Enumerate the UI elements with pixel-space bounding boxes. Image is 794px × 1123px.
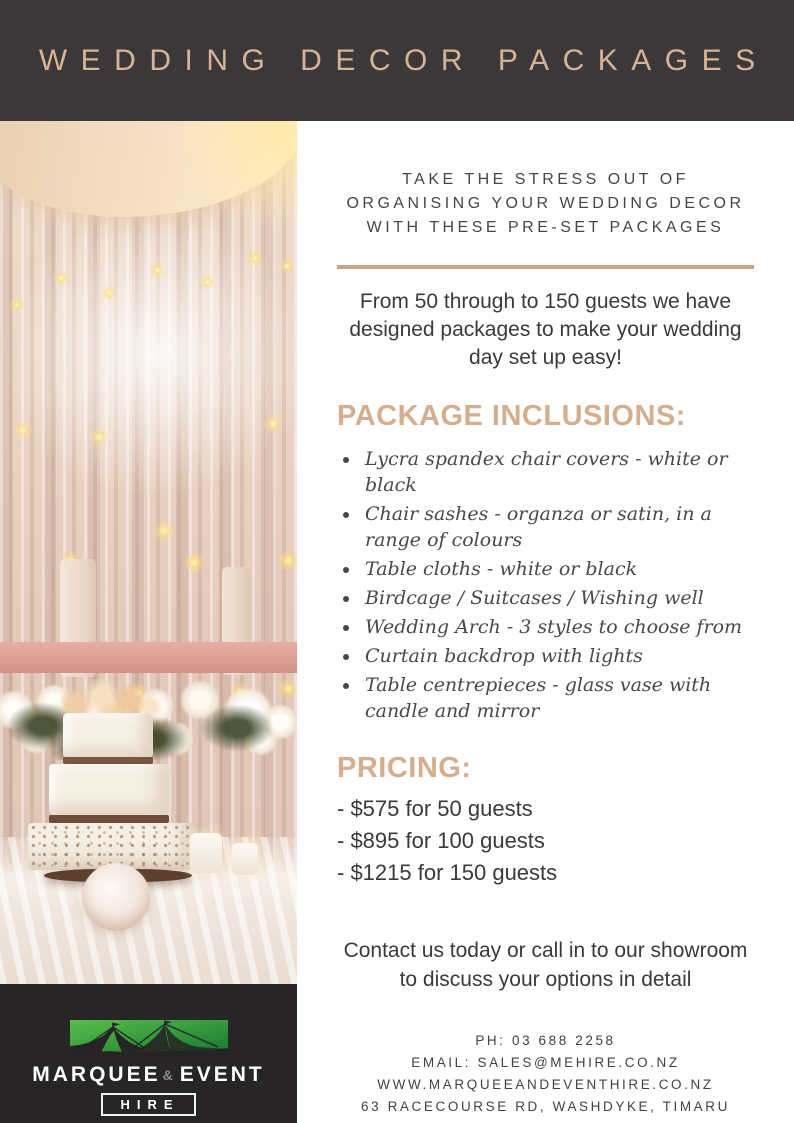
contact-cta: Contact us today or call in to our showroom to discuss your options in detail [343, 939, 748, 991]
list-item: • Table cloths - white or black [361, 556, 754, 582]
list-item: • Curtain backdrop with lights [361, 643, 754, 669]
phone-line: PH: 03 688 2258 [475, 1033, 616, 1048]
list-item: • Lycra spandex chair covers - white or black [361, 446, 754, 498]
price-line: - $895 for 100 guests [337, 828, 545, 853]
corner-glow [177, 121, 297, 231]
lead-paragraph: From 50 through to 150 guests we have designed packages to make your wedding day set up easy! [349, 290, 742, 369]
address-line: 63 RACECOURSE RD, WASHDYKE, TIMARU [361, 1099, 730, 1114]
list-item: • Table centrepieces - glass vase with candle and mirror [361, 672, 754, 724]
website-line: WWW.MARQUEEANDEVENTHIRE.CO.NZ [377, 1077, 714, 1092]
price-line: - $1215 for 150 guests [337, 860, 558, 885]
inclusions-heading: PACKAGE INCLUSIONS: [337, 400, 686, 432]
tulle-rosette [82, 863, 150, 931]
cake-ribbon [49, 815, 169, 823]
cake-top-tier [63, 713, 153, 757]
email-line: EMAIL: SALES@MEHIRE.CO.NZ [411, 1055, 680, 1070]
logo-word-event: EVENT [179, 1063, 265, 1086]
divider-line [337, 265, 754, 269]
inclusions-list [337, 446, 754, 724]
tagline: TAKE THE STRESS OUT OF ORGANISING YOUR WEDDING DECOR WITH THESE PRE-SET PACKAGES [346, 171, 745, 236]
logo-word-marquee: MARQUEE [32, 1063, 161, 1086]
flyer-body [297, 121, 794, 1123]
page-title: WEDDING DECOR PACKAGES [38, 43, 769, 77]
logo-word-hire: HIRE [101, 1093, 195, 1116]
pricing-heading: PRICING: [337, 752, 472, 784]
logo-ampersand: & [162, 1067, 176, 1083]
wedding-decor-photo [0, 121, 297, 984]
list-item: • Wedding Arch - 3 styles to choose from [361, 614, 754, 640]
marquee-tent-icon [70, 1020, 228, 1056]
price-line: - $575 for 50 guests [337, 796, 533, 821]
candle [190, 833, 222, 873]
header-bar [0, 0, 794, 121]
contact-info [337, 1030, 754, 1118]
candle [232, 843, 258, 875]
logo-box [0, 984, 297, 1123]
list-item: • Birdcage / Suitcases / Wishing well [361, 585, 754, 611]
cake-ribbon [63, 757, 153, 764]
list-item: • Chair sashes - organza or satin, in a range of colours [361, 501, 754, 553]
cake-middle-tier [49, 764, 169, 815]
logo-wordmark [32, 1063, 264, 1087]
